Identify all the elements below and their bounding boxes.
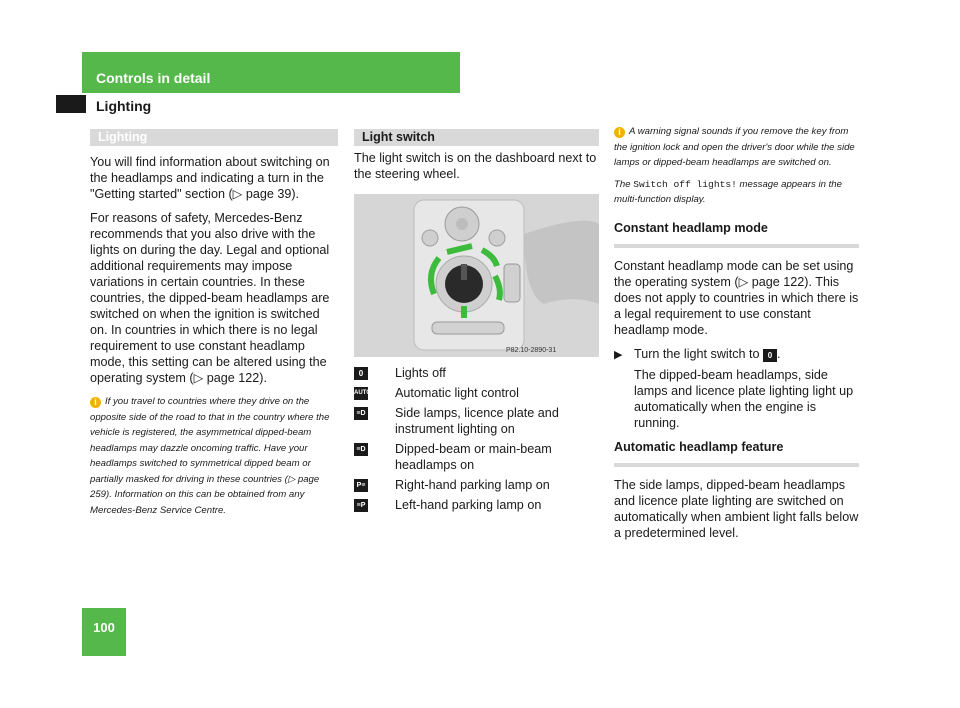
- light-switch-intro: The light switch is on the dashboard next to the steering wheel.: [354, 151, 597, 181]
- switch-position-text: Lights off: [395, 366, 446, 380]
- photo-caption: P82.10-2890-31: [506, 347, 557, 354]
- switch-position-row: [354, 441, 599, 473]
- page-number: 100: [93, 620, 115, 635]
- light-switch-illustration: [354, 194, 599, 357]
- step-arrow-icon: ▶: [614, 348, 623, 361]
- switch-position-text: Left-hand parking lamp on: [395, 498, 542, 512]
- warning-note-text: A warning signal sounds if you remove the key from the ignition lock and open the driver's door while the side lamps or dipped-beam headlamps are switched on.: [614, 126, 855, 168]
- warning-note: [614, 124, 859, 171]
- light-switch-photo: [354, 194, 599, 357]
- constant-headlamp-text: Constant headlamp mode can be set using the operating system (▷ page 122). This does not apply to countries in which there is a legal requirement to use constant headlamp mode.: [614, 258, 859, 337]
- lighting-column: [90, 129, 338, 518]
- lights-off-symbol: 0: [763, 349, 777, 362]
- switch-position-text: Right-hand parking lamp on: [395, 478, 550, 492]
- divider: [614, 463, 859, 467]
- auto-light-symbol: AUTO: [354, 387, 368, 400]
- right-parking-symbol: P≡: [354, 479, 368, 492]
- auto-headlamp-heading: Automatic headlamp feature: [614, 439, 784, 454]
- switch-position-text: Side lamps, licence plate and instrument lighting on: [395, 406, 559, 436]
- corner-marker: [56, 95, 86, 113]
- light-switch-heading: Light switch: [354, 129, 599, 146]
- switch-position-row: [354, 385, 599, 401]
- headlamp-column: [614, 124, 859, 549]
- display-message-code: Switch off lights!: [633, 178, 737, 190]
- step-text: Turn the light switch to: [634, 346, 760, 361]
- info-icon: i: [614, 127, 625, 138]
- lighting-note-text: If you travel to countries where they drive on the opposite side of the road to that in the country where the vehicle is registered, the asymmetrical dipped-beam headlamps may dazzle oncoming traffic. Have your headlamps switched to symmetrical dipped beam or partially masked for driving in these countries (▷ page 259). Information on this can be obtained from any Mercedes-Benz Service Centre.: [90, 396, 330, 516]
- switch-position-row: [354, 477, 599, 493]
- display-note: [614, 177, 859, 208]
- dipped-beam-symbol: ≡D: [354, 443, 368, 456]
- info-icon: i: [90, 397, 101, 408]
- step-instruction: ▶ Turn the light switch to 0 .: [614, 346, 781, 361]
- chapter-title: Controls in detail: [96, 70, 211, 86]
- lights-off-symbol: 0: [354, 367, 368, 380]
- lighting-para-1: You will find information about switching on the headlamps and indicating a turn in the "Getting started" section (▷ page 39).: [90, 155, 330, 201]
- constant-headlamp-heading: Constant headlamp mode: [614, 220, 768, 235]
- switch-position-text: Dipped-beam or main-beam headlamps on: [395, 442, 552, 472]
- lighting-heading: Lighting: [90, 129, 338, 146]
- lighting-para-2: For reasons of safety, Mercedes-Benz recommends that you also drive with the lights on during the day. Legal and optional additional requirements may impose variations in certain countries. In these countries, the dipped-beam headlamps are switched on when the ignition is switched on. In countries in which there is no legal requirement to use constant headlamp mode, this setting can be altered using the operating system (▷ page 122).: [90, 211, 330, 385]
- lighting-note: [90, 394, 338, 518]
- light-switch-column: [354, 129, 599, 517]
- switch-position-row: [354, 405, 599, 437]
- side-lamps-symbol: ≡D: [354, 407, 368, 420]
- switch-position-row: [354, 365, 599, 381]
- switch-position-row: [354, 497, 599, 513]
- left-parking-symbol: ≡P: [354, 499, 368, 512]
- step-result: The dipped-beam headlamps, side lamps and licence plate lighting light up automatically when the engine is running.: [634, 367, 854, 430]
- section-title: Lighting: [96, 98, 152, 114]
- display-note-prefix: The: [614, 178, 631, 190]
- display-note-suffix: message appears in the multi-function display.: [614, 178, 842, 205]
- auto-headlamp-text: The side lamps, dipped-beam headlamps and licence plate lighting are switched on automatically when ambient light falls below a predetermined level.: [614, 477, 859, 540]
- divider: [614, 244, 859, 248]
- switch-position-text: Automatic light control: [395, 386, 519, 400]
